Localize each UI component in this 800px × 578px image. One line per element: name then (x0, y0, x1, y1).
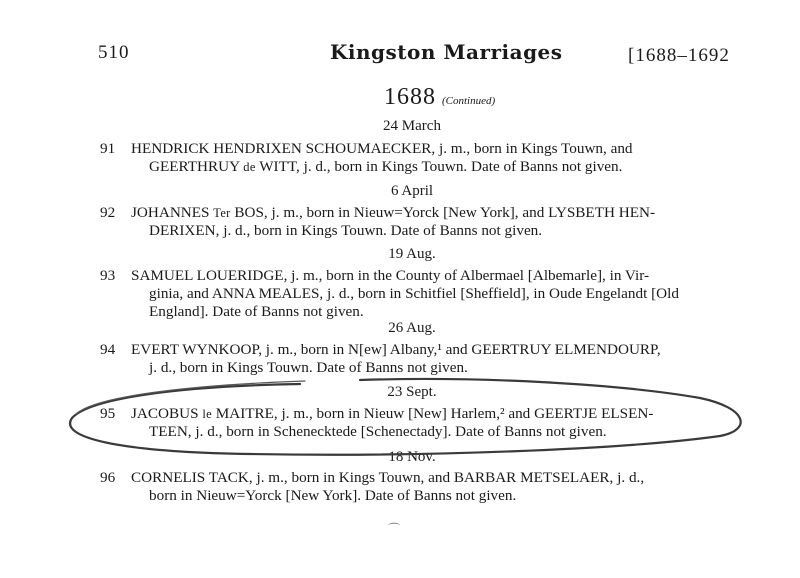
entry-line: EVERT WYNKOOP, j. m., born in N[ew] Albany,¹ and GEERTRUY ELMENDOURP, (131, 341, 661, 358)
entry-line: TEEN, j. d., born in Schenecktede [Schenectady]. Date of Banns not given. (149, 423, 607, 440)
entry-text: MAITRE, j. m., born in Nieuw [New] Harlem,² and GEERTJE ELSEN- (215, 405, 654, 422)
entry-line: born in Nieuw=Yorck [New York]. Date of Banns not given. (149, 487, 517, 504)
entry-line: SAMUEL LOUERIDGE, j. m., born in the County of Albermael [Albemarle], in Vir- (131, 267, 650, 284)
entry-number: 95 (100, 405, 116, 422)
entry-number: 94 (100, 341, 116, 358)
entry-line: HENDRICK HENDRIXEN SCHOUMAECKER, j. m., born in Kings Touwn, and (131, 140, 633, 157)
entry-number: 91 (100, 140, 116, 157)
entry-number: 96 (100, 469, 116, 486)
continued-label: (Continued) (442, 95, 496, 107)
entry-line: ginia, and ANNA MEALES, j. d., born in Schitfiel [Sheffield], in Oude Engelandt [Old (149, 285, 679, 302)
entry-text: de (243, 160, 256, 174)
year-label: 1688 (384, 84, 436, 110)
entry-date: 24 March (383, 118, 441, 134)
page-scan-mark: ⌒ (388, 522, 401, 536)
entry-text: GEERTHRUY (149, 158, 240, 175)
entry-line: CORNELIS TACK, j. m., born in Kings Touwn, and BARBAR METSELAER, j. d., (131, 469, 645, 486)
entry-line: j. d., born in Kings Touwn. Date of Banns not given. (149, 359, 468, 376)
entry-date: 18 Nov. (388, 449, 436, 465)
entry-text: Ter (213, 206, 231, 220)
entry-text: le (202, 407, 212, 421)
entry-text: JACOBUS (131, 405, 199, 422)
entry-number: 92 (100, 204, 116, 221)
entry-date: 19 Aug. (388, 246, 436, 262)
year-range: [1688–1692 (628, 45, 730, 66)
entry-line: DERIXEN, j. d., born in Kings Touwn. Date of Banns not given. (149, 222, 543, 239)
running-title: Kingston Marriages (330, 40, 563, 64)
entry-text: WITT, j. d., born in Kings Touwn. Date of Banns not given. (259, 158, 623, 175)
entry-text: JOHANNES (131, 204, 210, 221)
entry-date: 6 April (390, 183, 434, 199)
entry-text: BOS, j. m., born in Nieuw=Yorck [New York], and LYSBETH HEN- (234, 204, 656, 221)
entry-number: 93 (100, 267, 116, 284)
entry-date: 23 Sept. (387, 384, 437, 400)
entry-line: England]. Date of Banns not given. (149, 303, 364, 320)
entry-date: 26 Aug. (388, 320, 436, 336)
page-number: 510 (98, 42, 130, 63)
